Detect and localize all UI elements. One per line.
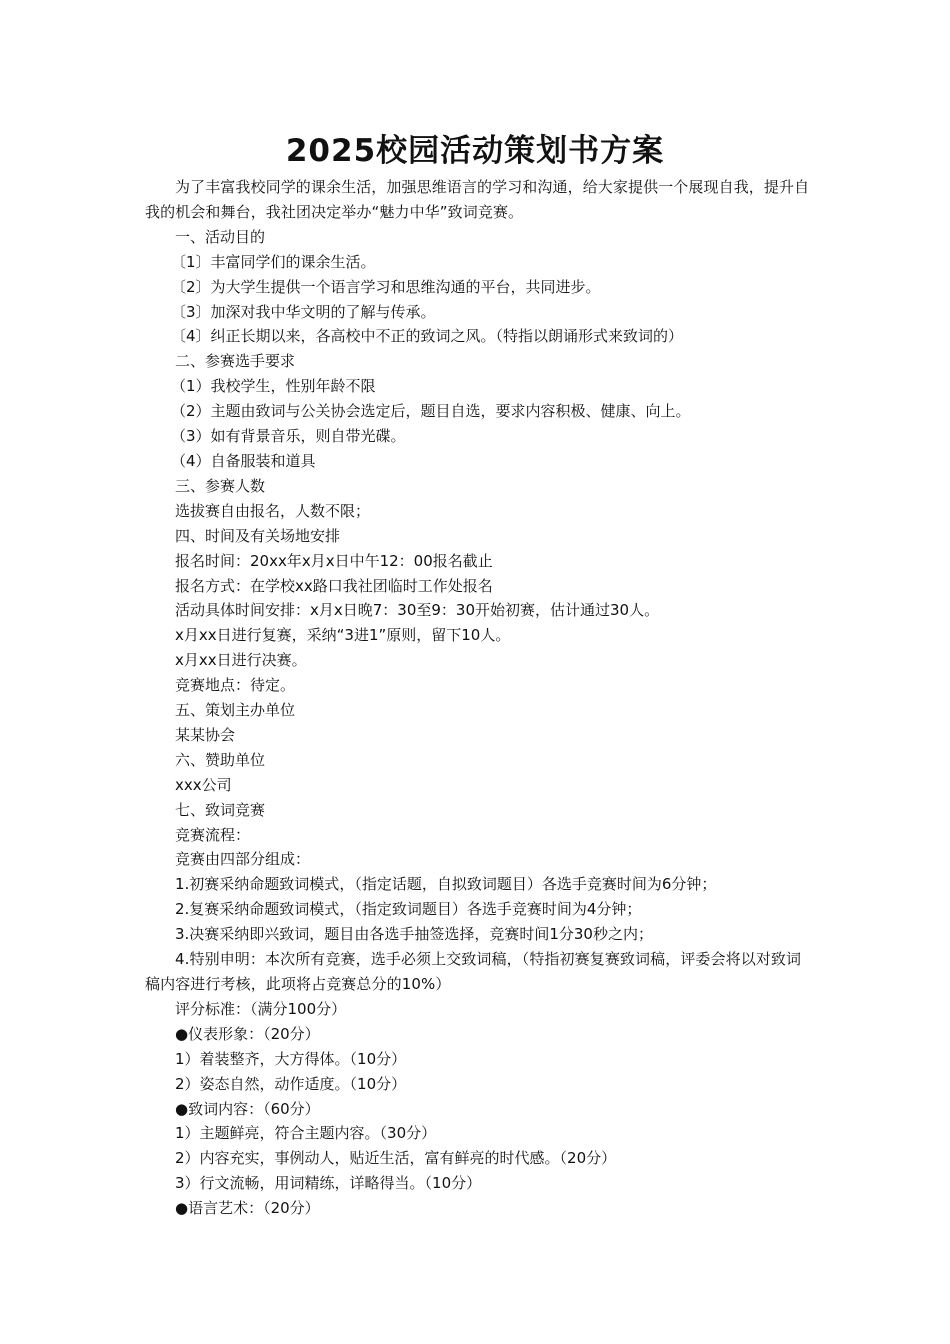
list-item: 〔2〕为大学生提供一个语言学习和思维沟通的平台，共同进步。 <box>171 277 601 296</box>
text-line: x月xx日进行决赛。 <box>175 651 307 670</box>
text-line: 报名时间：20xx年x月x日中午12：00报名截止 <box>175 551 493 570</box>
text-line: x月xx日进行复赛，采纳“3进1”原则，留下10人。 <box>175 626 511 645</box>
text-line: 竞赛流程： <box>175 825 251 844</box>
list-item: （4）自备服装和道具 <box>171 451 316 470</box>
list-item: 〔4〕纠正长期以来，各高校中不正的致词之风。（特指以朗诵形式来致词的） <box>171 327 684 346</box>
text-line: 竞赛由四部分组成： <box>175 850 311 869</box>
text-line: 某某协会 <box>175 725 236 744</box>
intro-paragraph: 为了丰富我校同学的课余生活，加强思维语言的学习和沟通，给大家提供一个展现自我，提升自我的机会和舞台，我社团决定举办“魅力中华”致词竞赛。 <box>145 178 810 221</box>
section-heading-participants: 三、参赛人数 <box>175 476 266 495</box>
scoring-category: ●致词内容：（60分） <box>175 1099 320 1118</box>
text-line: 报名方式：在学校xx路口我社团临时工作处报名 <box>175 576 493 595</box>
scoring-item: 2）姿态自然，动作适度。（10分） <box>175 1074 407 1093</box>
scoring-item: 3）行文流畅，用词精练，详略得当。（10分） <box>175 1174 482 1193</box>
section-heading-schedule: 四、时间及有关场地安排 <box>175 526 341 545</box>
text-line: 活动具体时间安排：x月x日晚7：30至9：30开始初赛，估计通过30人。 <box>175 601 660 620</box>
text-line: xxx公司 <box>175 775 232 794</box>
scoring-item: 2）内容充实，事例动人，贴近生活，富有鲜亮的时代感。（20分） <box>175 1149 617 1168</box>
list-item: （1）我校学生，性别年龄不限 <box>171 377 376 396</box>
document-body <box>145 175 815 1221</box>
document-title: 2025校园活动策划书方案 <box>285 133 665 169</box>
text-line: 3.决赛采纳即兴致词，题目由各选手抽签选择，竞赛时间1分30秒之内； <box>175 925 653 944</box>
list-item: 〔3〕加深对我中华文明的了解与传承。 <box>171 302 436 321</box>
text-line: 2.复赛采纳命题致词模式，（指定致词题目）各选手竞赛时间为4分钟； <box>175 900 642 919</box>
scoring-heading: 评分标准：（满分100分） <box>175 999 347 1018</box>
scoring-category: ●语言艺术：（20分） <box>175 1199 320 1218</box>
section-heading-purpose: 一、活动目的 <box>175 227 266 246</box>
list-item: 〔1〕丰富同学们的课余生活。 <box>171 252 376 271</box>
scoring-item: 1）主题鲜亮，符合主题内容。（30分） <box>175 1124 437 1143</box>
section-heading-sponsor: 六、赞助单位 <box>175 750 266 769</box>
list-item: （3）如有背景音乐，则自带光碟。 <box>171 427 406 446</box>
text-line: 选拔赛自由报名，人数不限； <box>175 501 371 520</box>
section-heading-requirements: 二、参赛选手要求 <box>175 352 296 371</box>
scoring-item: 1）着装整齐，大方得体。（10分） <box>175 1049 407 1068</box>
scoring-category: ●仪表形象：（20分） <box>175 1024 320 1043</box>
special-note-paragraph: 4.特别申明：本次所有竞赛，选手必须上交致词稿，（特指初赛复赛致词稿，评委会将以对致词稿内容进行考核，此项将占竞赛总分的10%） <box>145 950 802 993</box>
text-line: 1.初赛采纳命题致词模式，（指定话题，自拟致词题目）各选手竞赛时间为6分钟； <box>175 875 717 894</box>
text-line: 竞赛地点：待定。 <box>175 676 296 695</box>
section-heading-organizer: 五、策划主办单位 <box>175 701 296 720</box>
list-item: （2）主题由致词与公关协会选定后，题目自选，要求内容积极、健康、向上。 <box>171 402 691 421</box>
section-heading-competition: 七、致词竞赛 <box>175 800 266 819</box>
